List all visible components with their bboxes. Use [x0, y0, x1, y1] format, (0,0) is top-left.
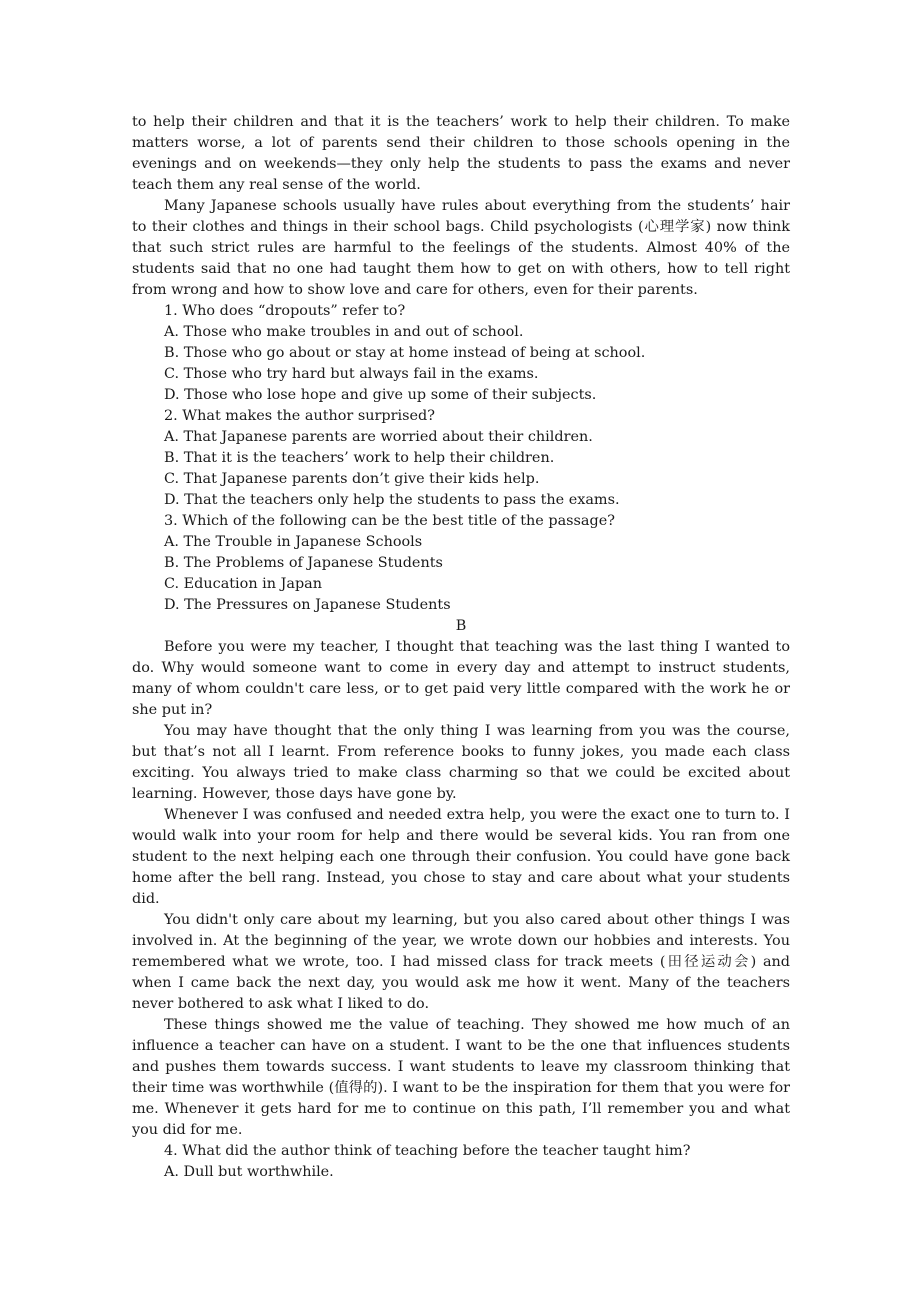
- passage-a-paragraph: Many Japanese schools usually have rules about everything from the students’ hair to their clothes and things in their school bags. Child psychologists (心理学家) now think that such strict rules are harmful to the feelings of the students. Almost 40% of the students said that no one had taught them how to get on with others, how to tell right from wrong and how to show love and care for others, even for their parents.: [132, 198, 790, 298]
- question-1-option-d: D. Those who lose hope and give up some of their subjects.: [164, 387, 597, 403]
- question-3: 3. Which of the following can be the best title of the passage?: [164, 513, 615, 529]
- passage-b-paragraph-3: Whenever I was confused and needed extra help, you were the exact one to turn to. I would walk into your room for help and there would be several kids. You ran from one student to the next helping each one through their confusion. You could have gone back home after the bell rang. Instead, you chose to stay and care about what your students did.: [132, 807, 790, 907]
- question-2-option-c: C. That Japanese parents don’t give their kids help.: [164, 471, 540, 487]
- question-1-option-c: C. Those who try hard but always fail in the exams.: [164, 366, 539, 382]
- passage-b-title: B: [455, 618, 467, 634]
- question-4: 4. What did the author think of teaching before the teacher taught him?: [164, 1143, 691, 1159]
- question-3-option-a: A. The Trouble in Japanese Schools: [164, 534, 423, 550]
- document-page: [132, 112, 790, 1183]
- question-3-option-b: B. The Problems of Japanese Students: [164, 555, 443, 571]
- question-2-option-a: A. That Japanese parents are worried about their children.: [164, 429, 593, 445]
- question-3-option-d: D. The Pressures on Japanese Students: [164, 597, 451, 613]
- passage-b-paragraph-4: You didn't only care about my learning, but you also cared about other things I was involved in. At the beginning of the year, we wrote down our hobbies and interests. You remembered what we wrote, too. I had missed class for track meets (田径运动会) and when I came back the next day, you would ask me how it went. Many of the teachers never bothered to ask what I liked to do.: [132, 912, 790, 1012]
- question-2: 2. What makes the author surprised?: [164, 408, 435, 424]
- passage-b-paragraph-5: These things showed me the value of teaching. They showed me how much of an influence a teacher can have on a student. I want to be the one that influences students and pushes them towards success. I want students to leave my classroom thinking that their time was worthwhile (值得的). I want to be the inspiration for them that you were for me. Whenever it gets hard for me to continue on this path, I’ll remember you and what you did for me.: [132, 1017, 790, 1138]
- question-block-4: [132, 1141, 790, 1183]
- question-1: 1. Who does “dropouts” refer to?: [164, 303, 406, 319]
- passage-b-paragraph-2: You may have thought that the only thing I was learning from you was the course, but that’s not all I learnt. From reference books to funny jokes, you made each class exciting. You always tried to make class charming so that we could be excited about learning. However, those days have gone by.: [132, 723, 790, 802]
- question-block-2: [132, 406, 790, 511]
- question-3-option-c: C. Education in Japan: [164, 576, 323, 592]
- question-2-option-d: D. That the teachers only help the students to pass the exams.: [164, 492, 620, 508]
- question-1-option-a: A. Those who make troubles in and out of school.: [164, 324, 524, 340]
- question-2-option-b: B. That it is the teachers’ work to help their children.: [164, 450, 555, 466]
- passage-b-paragraph-1: Before you were my teacher, I thought that teaching was the last thing I wanted to do. Why would someone want to come in every day and attempt to instruct students, many of whom couldn't care less, or to get paid very little compared with the work he or she put in?: [132, 639, 790, 718]
- passage-a-continuation: to help their children and that it is the teachers’ work to help their children. To make matters worse, a lot of parents send their children to those schools opening in the evenings and on weekends—they only help the students to pass the exams and never teach them any real sense of the world.: [132, 114, 790, 193]
- question-4-option-a: A. Dull but worthwhile.: [164, 1164, 334, 1180]
- question-block-1: [132, 301, 790, 406]
- question-block-3: [132, 511, 790, 616]
- question-1-option-b: B. Those who go about or stay at home instead of being at school.: [164, 345, 646, 361]
